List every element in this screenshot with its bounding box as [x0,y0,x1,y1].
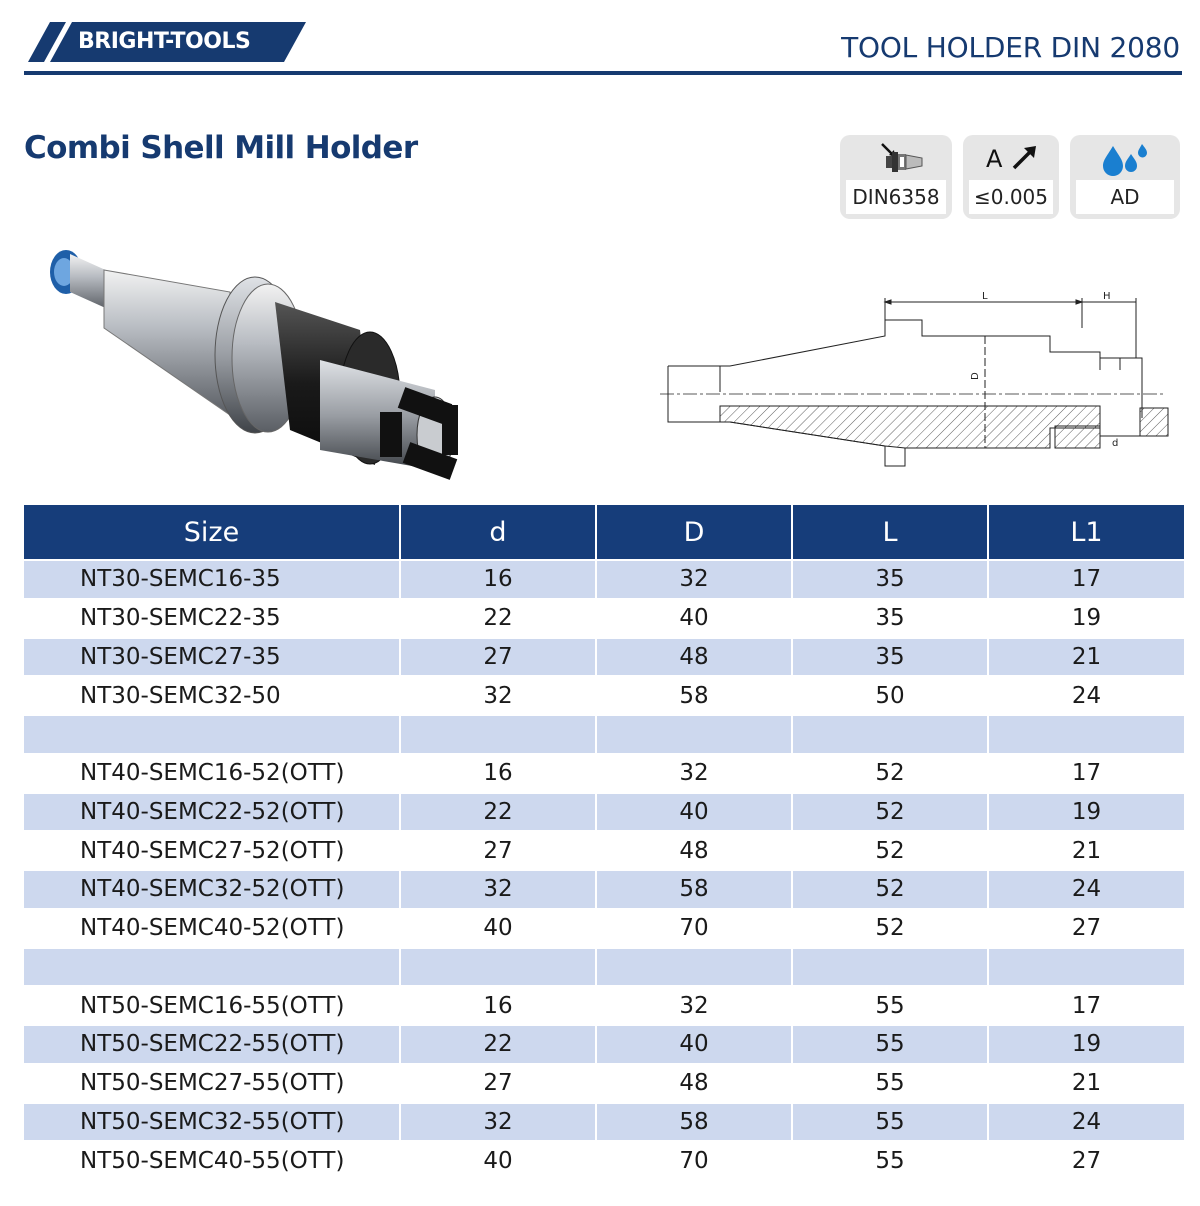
big-d-cell [596,948,792,987]
l-cell: 55 [792,1064,988,1103]
size-cell: NT30-SEMC16-35 [24,560,400,599]
big-d-cell: 70 [596,1141,792,1180]
l1-cell: 24 [988,1103,1184,1142]
size-cell: NT50-SEMC22-55(OTT) [24,1025,400,1064]
l-cell: 35 [792,638,988,677]
l1-cell: 21 [988,1064,1184,1103]
l1-cell: 19 [988,599,1184,638]
big-d-cell: 32 [596,754,792,793]
drawing-label-h: H [1103,291,1111,302]
l-cell: 55 [792,1141,988,1180]
l1-cell: 17 [988,986,1184,1025]
l-cell: 52 [792,754,988,793]
l1-cell: 17 [988,754,1184,793]
table-row [24,909,1184,948]
l-cell: 55 [792,1025,988,1064]
d-cell: 16 [400,986,596,1025]
table-row [24,754,1184,793]
size-cell: NT40-SEMC40-52(OTT) [24,909,400,948]
size-cell: NT40-SEMC16-52(OTT) [24,754,400,793]
table-row [24,1064,1184,1103]
header-divider [24,71,1182,75]
brand-logo [28,22,306,62]
runout-accuracy-icon [976,140,1046,176]
spec-table [24,505,1184,1180]
l-cell [792,948,988,987]
l1-cell: 17 [988,560,1184,599]
big-d-cell: 58 [596,676,792,715]
table-row [24,560,1184,599]
drawing-label-l: L [982,291,988,302]
column-header-l1: L1 [988,505,1184,560]
table-row [24,870,1184,909]
din-holder-icon [856,140,936,176]
size-cell: NT40-SEMC32-52(OTT) [24,870,400,909]
table-row [24,986,1184,1025]
l1-cell [988,715,1184,754]
d-cell [400,715,596,754]
size-cell: NT30-SEMC27-35 [24,638,400,677]
table-header-row [24,505,1184,560]
column-header-l: L [792,505,988,560]
table-row [24,831,1184,870]
l1-cell: 21 [988,831,1184,870]
l-cell: 35 [792,599,988,638]
d-cell: 16 [400,754,596,793]
big-d-cell: 40 [596,1025,792,1064]
column-header-size: Size [24,505,400,560]
coolant-badge [1070,135,1180,219]
l-cell: 52 [792,870,988,909]
size-cell: NT30-SEMC32-50 [24,676,400,715]
size-cell: NT50-SEMC32-55(OTT) [24,1103,400,1142]
l1-cell: 21 [988,638,1184,677]
d-cell: 22 [400,793,596,832]
d-cell: 22 [400,599,596,638]
table-row [24,638,1184,677]
l-cell: 55 [792,1103,988,1142]
runout-accuracy-value: ≤0.005 [969,180,1053,214]
d-cell: 32 [400,1103,596,1142]
brand-name: BRIGHT-TOOLS [78,29,251,54]
size-cell [24,948,400,987]
l1-cell: 27 [988,1141,1184,1180]
d-cell: 27 [400,831,596,870]
table-spacer-row [24,715,1184,754]
d-cell: 32 [400,870,596,909]
d-cell: 40 [400,909,596,948]
big-d-cell [596,715,792,754]
runout-letter: A [986,144,1003,173]
size-cell: NT50-SEMC40-55(OTT) [24,1141,400,1180]
l1-cell: 24 [988,676,1184,715]
d-cell [400,948,596,987]
drawing-label-big-d: D [970,372,981,380]
d-cell: 16 [400,560,596,599]
size-cell: NT30-SEMC22-35 [24,599,400,638]
l-cell: 52 [792,793,988,832]
size-cell [24,715,400,754]
runout-accuracy-badge [963,135,1059,219]
d-cell: 40 [400,1141,596,1180]
l-cell: 55 [792,986,988,1025]
l-cell [792,715,988,754]
big-d-cell: 48 [596,1064,792,1103]
table-row [24,1025,1184,1064]
l1-cell: 19 [988,793,1184,832]
big-d-cell: 48 [596,638,792,677]
document-title: TOOL HOLDER DIN 2080 [841,31,1180,64]
size-cell: NT50-SEMC16-55(OTT) [24,986,400,1025]
table-body [24,560,1184,1180]
drawing-label-small-d: d [1112,438,1119,449]
size-cell: NT40-SEMC22-52(OTT) [24,793,400,832]
l1-cell: 19 [988,1025,1184,1064]
column-header-big-d: D [596,505,792,560]
coolant-drops-icon [1095,140,1155,176]
table-spacer-row [24,948,1184,987]
d-cell: 32 [400,676,596,715]
din-standard-value: DIN6358 [846,180,946,214]
d-cell: 27 [400,638,596,677]
big-d-cell: 40 [596,793,792,832]
big-d-cell: 58 [596,870,792,909]
l-cell: 52 [792,909,988,948]
big-d-cell: 32 [596,560,792,599]
din-standard-badge [840,135,952,219]
table-row [24,599,1184,638]
l1-cell: 24 [988,870,1184,909]
big-d-cell: 48 [596,831,792,870]
table-row [24,676,1184,715]
l1-cell: 27 [988,909,1184,948]
l-cell: 52 [792,831,988,870]
l1-cell [988,948,1184,987]
d-cell: 22 [400,1025,596,1064]
technical-drawing [660,288,1180,473]
size-cell: NT50-SEMC27-55(OTT) [24,1064,400,1103]
big-d-cell: 40 [596,599,792,638]
big-d-cell: 70 [596,909,792,948]
product-title: Combi Shell Mill Holder [24,130,418,166]
table-row [24,1141,1184,1180]
d-cell: 27 [400,1064,596,1103]
size-cell: NT40-SEMC27-52(OTT) [24,831,400,870]
big-d-cell: 32 [596,986,792,1025]
l-cell: 35 [792,560,988,599]
table-row [24,793,1184,832]
table-row [24,1103,1184,1142]
l-cell: 50 [792,676,988,715]
big-d-cell: 58 [596,1103,792,1142]
column-header-d: d [400,505,596,560]
product-photo [40,240,460,502]
coolant-value: AD [1076,180,1174,214]
